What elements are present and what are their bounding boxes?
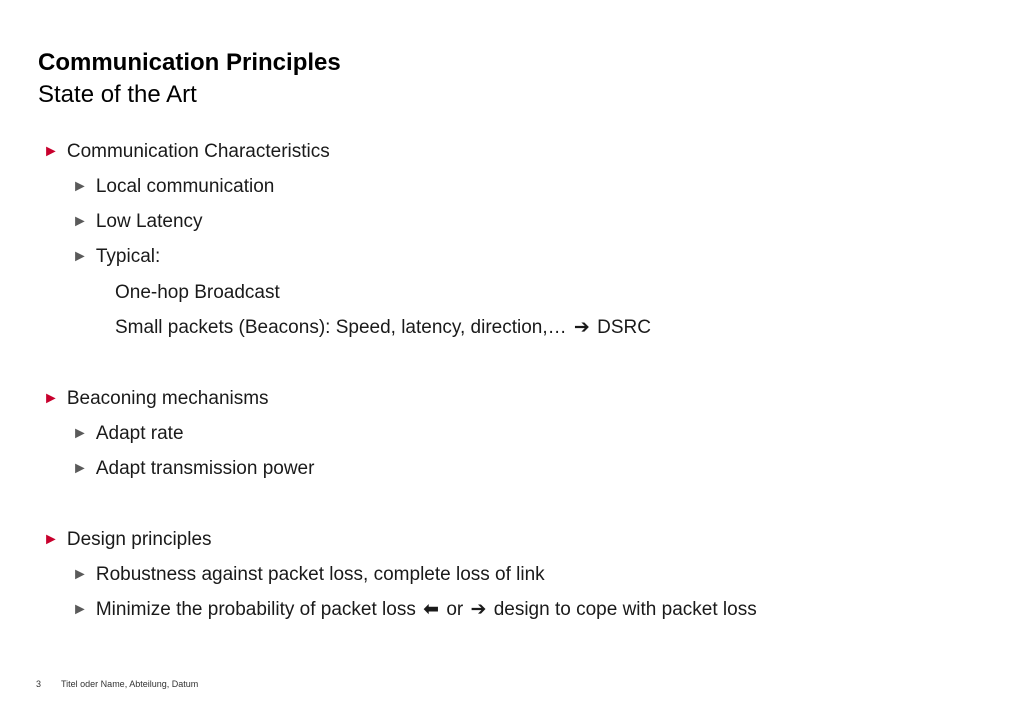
arrow-right-icon: ➔ bbox=[573, 317, 590, 338]
bullet-minimize-probability bbox=[72, 598, 757, 622]
arrow-right-icon: ➔ bbox=[470, 599, 487, 620]
bullet-design-principles bbox=[43, 528, 212, 552]
bullet-low-latency bbox=[72, 210, 203, 234]
bullet-marker-icon: ► bbox=[72, 566, 88, 583]
bullet-text: Small packets (Beacons): Speed, latency, direction,… bbox=[115, 317, 567, 338]
bullet-marker-icon: ► bbox=[72, 601, 88, 618]
bullet-text: Adapt rate bbox=[95, 423, 184, 444]
bullet-text: Adapt transmission power bbox=[95, 458, 315, 479]
bullet-marker-icon: ► bbox=[43, 390, 59, 407]
bullet-text-middle: or bbox=[446, 599, 464, 620]
bullet-marker-icon: ► bbox=[43, 143, 59, 160]
sub-item-small-packets bbox=[115, 316, 651, 340]
bullet-text: Typical: bbox=[95, 246, 161, 267]
bullet-text-tail: DSRC bbox=[597, 317, 651, 338]
bullet-adapt-rate bbox=[72, 422, 184, 446]
bullet-text-tail: design to cope with packet loss bbox=[493, 599, 757, 620]
footer-page-number: 3 bbox=[36, 679, 42, 689]
bullet-text: Beaconing mechanisms bbox=[66, 388, 269, 409]
bullet-communication-characteristics bbox=[43, 140, 330, 164]
footer-text: Titel oder Name, Abteilung, Datum bbox=[61, 679, 199, 689]
bullet-beaconing-mechanisms bbox=[43, 387, 269, 411]
bullet-text: Local communication bbox=[95, 176, 275, 197]
bullet-text: One-hop Broadcast bbox=[115, 282, 280, 303]
bullet-marker-icon: ► bbox=[72, 460, 88, 477]
bullet-marker-icon: ► bbox=[72, 248, 88, 265]
bullet-marker-icon: ► bbox=[72, 178, 88, 195]
bullet-robustness bbox=[72, 563, 545, 587]
slide-subtitle: State of the Art bbox=[38, 81, 197, 108]
bullet-text: Design principles bbox=[66, 529, 212, 550]
bullet-marker-icon: ► bbox=[43, 531, 59, 548]
slide-title: Communication Principles bbox=[38, 49, 341, 76]
arrow-left-icon: ⬅ bbox=[423, 599, 440, 620]
bullet-marker-icon: ► bbox=[72, 213, 88, 230]
bullet-adapt-transmission-power bbox=[72, 457, 314, 481]
bullet-text: Robustness against packet loss, complete loss of link bbox=[95, 564, 545, 585]
bullet-text: Low Latency bbox=[95, 211, 203, 232]
bullet-marker-icon: ► bbox=[72, 425, 88, 442]
bullet-text: Communication Characteristics bbox=[66, 141, 330, 162]
bullet-text: Minimize the probability of packet loss bbox=[95, 599, 416, 620]
sub-item-one-hop-broadcast bbox=[115, 281, 280, 305]
bullet-typical bbox=[72, 245, 160, 269]
bullet-local-communication bbox=[72, 175, 274, 199]
